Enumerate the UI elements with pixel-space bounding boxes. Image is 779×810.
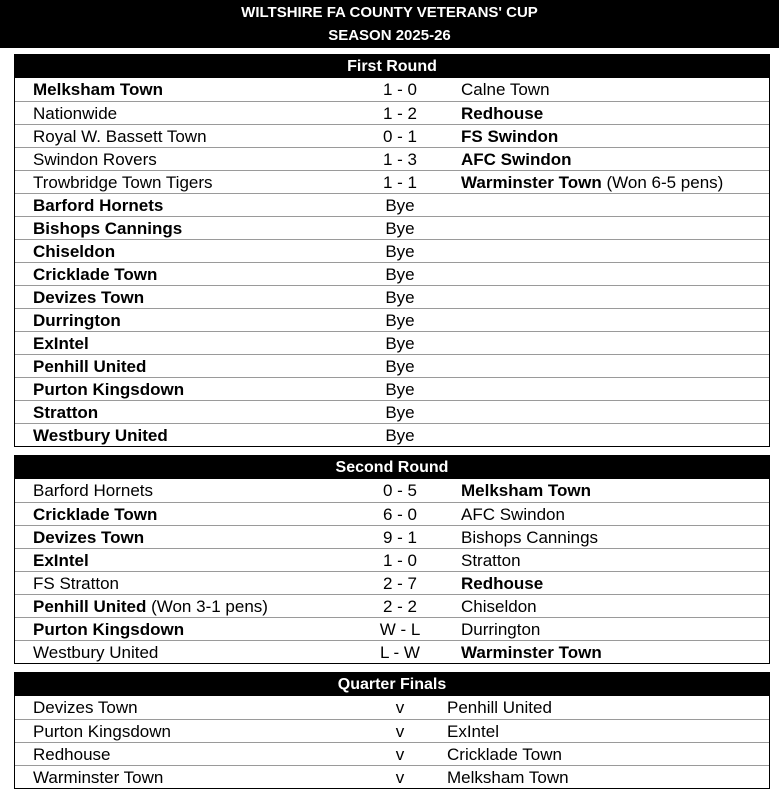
score: 1 - 0 [382,80,418,99]
away-team [461,148,571,171]
fixture-row [15,617,769,640]
home-team-name: Royal W. Bassett Town [33,127,207,146]
fixture-row [15,147,769,170]
score: Bye [385,311,415,330]
score: Bye [385,196,415,215]
home-team [33,148,157,171]
fixture-row [15,423,769,446]
score: Bye [385,403,415,422]
score: Bye [385,426,415,445]
home-team [33,217,182,240]
home-team-name: Warminster Town [33,768,164,787]
home-team-name: Bishops Cannings [33,219,183,238]
away-team-name: Warminster Town [461,173,602,192]
score: 0 - 5 [382,481,418,500]
away-team [461,125,558,148]
home-team [33,102,117,125]
fixture-row [15,640,769,663]
away-team [461,641,602,664]
fixture-row [15,78,769,101]
away-team-name: Bishops Cannings [461,528,599,547]
home-team [33,378,184,401]
home-team-name: Barford Hornets [33,481,153,500]
fixture-row [15,479,769,502]
score: Bye [385,219,415,238]
away-team-name: Calne Town [461,80,550,99]
quarter-finals-header: Quarter Finals [15,673,769,696]
first-round-rows [15,78,769,446]
away-team-name: Warminster Town [461,643,602,662]
away-team [447,766,569,789]
score: 2 - 2 [382,597,418,616]
second-round-section [14,455,770,664]
fixture-row [15,571,769,594]
away-team-name: Chiseldon [461,597,537,616]
home-team [33,526,144,549]
home-team-name: Penhill United [33,357,147,376]
score: Bye [385,357,415,376]
fixture-row [15,525,769,548]
away-team-name: AFC Swindon [461,505,565,524]
away-team-name: ExIntel [447,722,499,741]
home-team-name: Swindon Rovers [33,150,157,169]
score: 6 - 0 [382,505,418,524]
home-team [33,355,146,378]
home-team-name: Westbury United [33,426,168,445]
fixture-row [15,548,769,571]
fixture-row [15,742,769,765]
away-team [461,549,521,572]
home-team [33,479,153,502]
fixture-row [15,719,769,742]
score: v [395,722,405,741]
home-team [33,263,157,286]
home-team [33,696,138,719]
score: 0 - 1 [382,127,418,146]
home-team-name: Devizes Town [33,528,145,547]
home-team-name: Durrington [33,311,121,330]
home-team [33,194,163,217]
away-team [461,78,550,101]
away-team [461,102,543,125]
score: 9 - 1 [382,528,418,547]
away-team-name: Stratton [461,551,521,570]
penalty-note: (Won 3-1 pens) [151,597,268,616]
fixture-row [15,765,769,788]
away-team [461,618,540,641]
score: v [395,745,405,764]
home-team [33,720,171,743]
home-team [33,641,158,664]
score: 1 - 1 [382,173,418,192]
fixture-row [15,354,769,377]
home-team [33,401,98,424]
home-team [33,171,213,194]
page-title-banner [0,0,779,48]
page-title: WILTSHIRE FA COUNTY VETERANS' CUP [241,4,538,21]
away-team-name: Durrington [461,620,541,639]
season-label: SEASON 2025-26 [328,27,451,44]
fixture-row [15,331,769,354]
fixture-row [15,696,769,719]
fixture-row [15,308,769,331]
home-team-name: Cricklade Town [33,265,158,284]
second-round-rows [15,479,769,663]
home-team [33,595,268,618]
score: Bye [385,242,415,261]
home-team [33,78,163,101]
fixture-row [15,170,769,193]
fixture-row [15,594,769,617]
first-round-section [14,54,770,447]
home-team-name: Purton Kingsdown [33,620,185,639]
home-team-name: Nationwide [33,104,118,123]
away-team-name: Melksham Town [447,768,569,787]
fixture-row [15,193,769,216]
home-team [33,286,144,309]
fixture-row [15,262,769,285]
home-team-name: Devizes Town [33,288,145,307]
score: L - W [380,643,420,662]
home-team-name: Purton Kingsdown [33,380,185,399]
away-team-name: Redhouse [461,574,544,593]
away-team [461,171,723,194]
home-team [33,309,121,332]
score: Bye [385,265,415,284]
away-team [461,572,543,595]
fixture-row [15,377,769,400]
score: Bye [385,288,415,307]
away-team [447,696,552,719]
home-team-name: Stratton [33,403,99,422]
away-team-name: Redhouse [461,104,544,123]
away-team-name: Melksham Town [461,481,592,500]
home-team [33,332,89,355]
score: 2 - 7 [382,574,418,593]
home-team [33,424,168,447]
home-team-name: Melksham Town [33,80,164,99]
fixture-row [15,216,769,239]
first-round-header: First Round [15,55,769,78]
away-team [461,479,591,502]
home-team [33,743,111,766]
away-team-name: Penhill United [447,698,552,717]
score: v [395,698,405,717]
home-team-name: Barford Hornets [33,196,164,215]
fixture-row [15,502,769,525]
home-team-name: Purton Kingsdown [33,722,171,741]
quarter-finals-rows [15,696,769,788]
score: Bye [385,334,415,353]
away-team [461,595,537,618]
home-team-name: Devizes Town [33,698,138,717]
fixture-row [15,400,769,423]
score: W - L [379,620,421,639]
penalty-note: (Won 6-5 pens) [606,173,724,192]
fixture-row [15,124,769,147]
score: 1 - 0 [382,551,418,570]
home-team [33,766,163,789]
away-team [461,526,598,549]
home-team [33,572,119,595]
home-team [33,240,115,263]
home-team-name: ExIntel [33,551,89,570]
fixture-row [15,101,769,124]
away-team-name: Cricklade Town [447,745,562,764]
away-team [447,720,499,743]
second-round-header: Second Round [15,456,769,479]
home-team [33,503,157,526]
fixture-row [15,239,769,262]
home-team [33,125,207,148]
score: 1 - 2 [382,104,418,123]
home-team-name: Trowbridge Town Tigers [33,173,213,192]
home-team [33,618,184,641]
away-team [461,503,565,526]
away-team [447,743,562,766]
home-team-name: Redhouse [33,745,111,764]
score: v [395,768,405,787]
home-team-name: Penhill United [33,597,147,616]
fixture-row [15,285,769,308]
home-team [33,549,89,572]
home-team-name: FS Stratton [33,574,119,593]
home-team-name: Chiseldon [33,242,116,261]
home-team-name: Cricklade Town [33,505,158,524]
away-team-name: FS Swindon [461,127,559,146]
score: Bye [385,380,415,399]
home-team-name: Westbury United [33,643,159,662]
score: 1 - 3 [382,150,418,169]
home-team-name: ExIntel [33,334,89,353]
away-team-name: AFC Swindon [461,150,572,169]
quarter-finals-section [14,672,770,789]
